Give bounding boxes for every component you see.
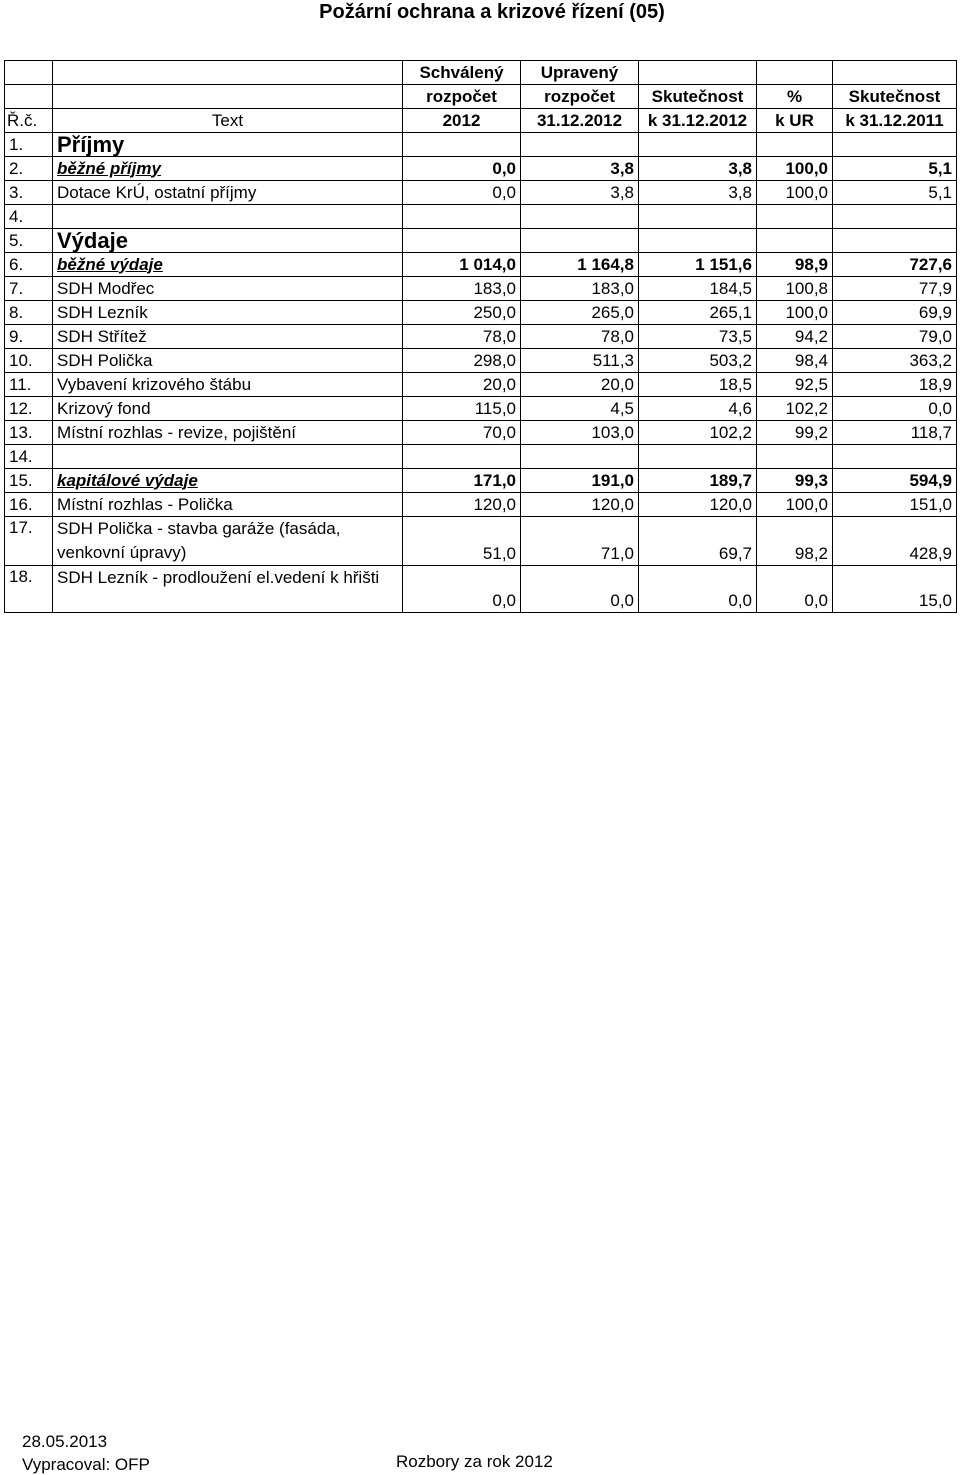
row-label <box>53 469 403 493</box>
row-label <box>53 493 403 517</box>
value-cell: 70,0 <box>403 421 521 445</box>
value-cell: 0,0 <box>639 566 757 613</box>
header-cell: Skutečnost <box>833 85 957 109</box>
value-cell: 98,9 <box>757 253 833 277</box>
header-cell: k UR <box>757 109 833 133</box>
table-row <box>5 566 957 613</box>
header-cell <box>53 61 403 85</box>
value-cell: 100,0 <box>757 157 833 181</box>
value-cell: 118,7 <box>833 421 957 445</box>
header-row-3 <box>5 109 957 133</box>
table-row <box>5 373 957 397</box>
row-number: 4. <box>5 205 53 229</box>
row-number: 5. <box>5 229 53 253</box>
header-cell <box>833 61 957 85</box>
row-label <box>53 181 403 205</box>
value-cell: 183,0 <box>403 277 521 301</box>
table-row <box>5 205 957 229</box>
table-row <box>5 253 957 277</box>
value-cell <box>521 133 639 157</box>
row-number: 3. <box>5 181 53 205</box>
header-cell: k 31.12.2012 <box>639 109 757 133</box>
value-cell: 78,0 <box>521 325 639 349</box>
row-number: 16. <box>5 493 53 517</box>
table-row <box>5 349 957 373</box>
row-label-text: SDH Polička <box>57 350 153 370</box>
value-cell: 3,8 <box>639 181 757 205</box>
value-cell <box>639 229 757 253</box>
row-label <box>53 277 403 301</box>
row-label-text: SDH Polička - stavba garáže (fasáda, venkovní úpravy) <box>57 519 341 562</box>
row-label <box>53 421 403 445</box>
row-label-text: Dotace KrÚ, ostatní příjmy <box>57 182 257 202</box>
header-cell <box>5 85 53 109</box>
value-cell: 120,0 <box>403 493 521 517</box>
value-cell: 298,0 <box>403 349 521 373</box>
row-label-text: kapitálové výdaje <box>57 470 198 490</box>
header-cell: Upravený <box>521 61 639 85</box>
table-row <box>5 133 957 157</box>
value-cell: 151,0 <box>833 493 957 517</box>
value-cell: 15,0 <box>833 566 957 613</box>
row-label-text: Místní rozhlas - Polička <box>57 494 233 514</box>
row-label <box>53 253 403 277</box>
value-cell: 92,5 <box>757 373 833 397</box>
row-label <box>53 349 403 373</box>
value-cell: 0,0 <box>757 566 833 613</box>
value-cell: 100,0 <box>757 181 833 205</box>
row-number: 10. <box>5 349 53 373</box>
header-cell: k 31.12.2011 <box>833 109 957 133</box>
row-label <box>53 397 403 421</box>
value-cell: 100,8 <box>757 277 833 301</box>
row-number: 6. <box>5 253 53 277</box>
table-row <box>5 517 957 566</box>
page-title: Požární ochrana a krizové řízení (05) <box>319 1 665 23</box>
footer-report-name: Rozbory za rok 2012 <box>396 1452 553 1471</box>
row-number: 18. <box>5 566 53 613</box>
row-number: 17. <box>5 517 53 566</box>
row-label <box>53 566 403 613</box>
table-row <box>5 493 957 517</box>
budget-table <box>4 60 957 613</box>
value-cell: 18,5 <box>639 373 757 397</box>
value-cell: 0,0 <box>833 397 957 421</box>
row-label <box>53 157 403 181</box>
row-label <box>53 205 403 229</box>
value-cell: 78,0 <box>403 325 521 349</box>
header-cell: 2012 <box>403 109 521 133</box>
value-cell: 265,1 <box>639 301 757 325</box>
value-cell <box>833 205 957 229</box>
table-row <box>5 229 957 253</box>
header-cell: % <box>757 85 833 109</box>
value-cell: 511,3 <box>521 349 639 373</box>
value-cell: 191,0 <box>521 469 639 493</box>
value-cell: 184,5 <box>639 277 757 301</box>
value-cell: 94,2 <box>757 325 833 349</box>
row-label-text: SDH Lezník <box>57 302 148 322</box>
row-number: 7. <box>5 277 53 301</box>
value-cell: 98,2 <box>757 517 833 566</box>
value-cell: 4,5 <box>521 397 639 421</box>
value-cell: 69,9 <box>833 301 957 325</box>
row-label-text: Krizový fond <box>57 398 151 418</box>
value-cell: 171,0 <box>403 469 521 493</box>
value-cell: 0,0 <box>403 157 521 181</box>
value-cell <box>639 445 757 469</box>
value-cell: 73,5 <box>639 325 757 349</box>
table-row <box>5 277 957 301</box>
value-cell: 0,0 <box>521 566 639 613</box>
value-cell <box>757 445 833 469</box>
value-cell: 69,7 <box>639 517 757 566</box>
row-label-text: SDH Modřec <box>57 278 155 298</box>
value-cell <box>639 133 757 157</box>
row-number: 14. <box>5 445 53 469</box>
row-number: 2. <box>5 157 53 181</box>
row-number: 9. <box>5 325 53 349</box>
row-number: 15. <box>5 469 53 493</box>
row-label-text: Vybavení krizového štábu <box>57 374 252 394</box>
row-label <box>53 133 403 157</box>
value-cell: 4,6 <box>639 397 757 421</box>
table-row <box>5 181 957 205</box>
value-cell: 18,9 <box>833 373 957 397</box>
row-number: 8. <box>5 301 53 325</box>
value-cell: 100,0 <box>757 301 833 325</box>
value-cell: 3,8 <box>521 181 639 205</box>
value-cell <box>403 205 521 229</box>
value-cell: 594,9 <box>833 469 957 493</box>
value-cell: 0,0 <box>403 181 521 205</box>
header-cell <box>5 61 53 85</box>
value-cell: 727,6 <box>833 253 957 277</box>
value-cell <box>639 205 757 229</box>
table-row <box>5 325 957 349</box>
table-body <box>5 133 957 613</box>
table-row <box>5 397 957 421</box>
value-cell: 79,0 <box>833 325 957 349</box>
footer-date: 28.05.2013 <box>22 1432 108 1451</box>
header-cell: rozpočet <box>403 85 521 109</box>
value-cell: 120,0 <box>639 493 757 517</box>
row-number: 1. <box>5 133 53 157</box>
row-label-text: běžné příjmy <box>57 158 161 178</box>
value-cell: 51,0 <box>403 517 521 566</box>
row-label <box>53 229 403 253</box>
row-label-text: Místní rozhlas - revize, pojištění <box>57 422 297 442</box>
row-label-text: SDH Střítež <box>57 326 147 346</box>
row-number: 12. <box>5 397 53 421</box>
table-row <box>5 301 957 325</box>
value-cell: 1 151,6 <box>639 253 757 277</box>
value-cell: 3,8 <box>521 157 639 181</box>
header-cell: 31.12.2012 <box>521 109 639 133</box>
value-cell: 115,0 <box>403 397 521 421</box>
header-cell <box>639 61 757 85</box>
value-cell <box>403 133 521 157</box>
table-row <box>5 157 957 181</box>
row-label <box>53 325 403 349</box>
table-row <box>5 445 957 469</box>
value-cell <box>403 229 521 253</box>
value-cell <box>403 445 521 469</box>
value-cell: 1 014,0 <box>403 253 521 277</box>
value-cell: 120,0 <box>521 493 639 517</box>
value-cell: 103,0 <box>521 421 639 445</box>
value-cell: 428,9 <box>833 517 957 566</box>
table-row <box>5 421 957 445</box>
header-cell: Skutečnost <box>639 85 757 109</box>
header-row-number: Ř.č. <box>5 109 53 133</box>
header-row-1 <box>5 61 957 85</box>
value-cell: 0,0 <box>403 566 521 613</box>
value-cell: 71,0 <box>521 517 639 566</box>
header-cell: rozpočet <box>521 85 639 109</box>
value-cell: 250,0 <box>403 301 521 325</box>
value-cell: 265,0 <box>521 301 639 325</box>
value-cell: 99,2 <box>757 421 833 445</box>
row-label-text: Výdaje <box>57 228 128 253</box>
row-label-text: běžné výdaje <box>57 254 163 274</box>
value-cell: 20,0 <box>521 373 639 397</box>
value-cell <box>757 229 833 253</box>
value-cell: 99,3 <box>757 469 833 493</box>
header-text: Text <box>53 109 403 133</box>
value-cell <box>757 133 833 157</box>
row-number: 13. <box>5 421 53 445</box>
row-label <box>53 301 403 325</box>
value-cell: 1 164,8 <box>521 253 639 277</box>
value-cell: 5,1 <box>833 181 957 205</box>
value-cell <box>521 229 639 253</box>
value-cell <box>833 133 957 157</box>
value-cell: 77,9 <box>833 277 957 301</box>
header-row-2 <box>5 85 957 109</box>
row-number: 11. <box>5 373 53 397</box>
value-cell: 183,0 <box>521 277 639 301</box>
value-cell: 102,2 <box>757 397 833 421</box>
table-row <box>5 469 957 493</box>
value-cell: 189,7 <box>639 469 757 493</box>
value-cell <box>833 229 957 253</box>
value-cell: 98,4 <box>757 349 833 373</box>
value-cell <box>521 205 639 229</box>
header-cell <box>757 61 833 85</box>
value-cell: 503,2 <box>639 349 757 373</box>
header-cell <box>53 85 403 109</box>
value-cell: 20,0 <box>403 373 521 397</box>
value-cell <box>833 445 957 469</box>
row-label <box>53 373 403 397</box>
value-cell <box>521 445 639 469</box>
footer-prepared-by: Vypracoval: OFP <box>22 1455 150 1474</box>
value-cell: 3,8 <box>639 157 757 181</box>
value-cell: 5,1 <box>833 157 957 181</box>
row-label <box>53 445 403 469</box>
value-cell: 100,0 <box>757 493 833 517</box>
row-label-text: SDH Lezník - prodloužení el.vedení k hřišti <box>57 568 380 587</box>
value-cell <box>757 205 833 229</box>
value-cell: 102,2 <box>639 421 757 445</box>
header-cell: Schválený <box>403 61 521 85</box>
value-cell: 363,2 <box>833 349 957 373</box>
row-label <box>53 517 403 566</box>
row-label-text: Příjmy <box>57 132 125 157</box>
